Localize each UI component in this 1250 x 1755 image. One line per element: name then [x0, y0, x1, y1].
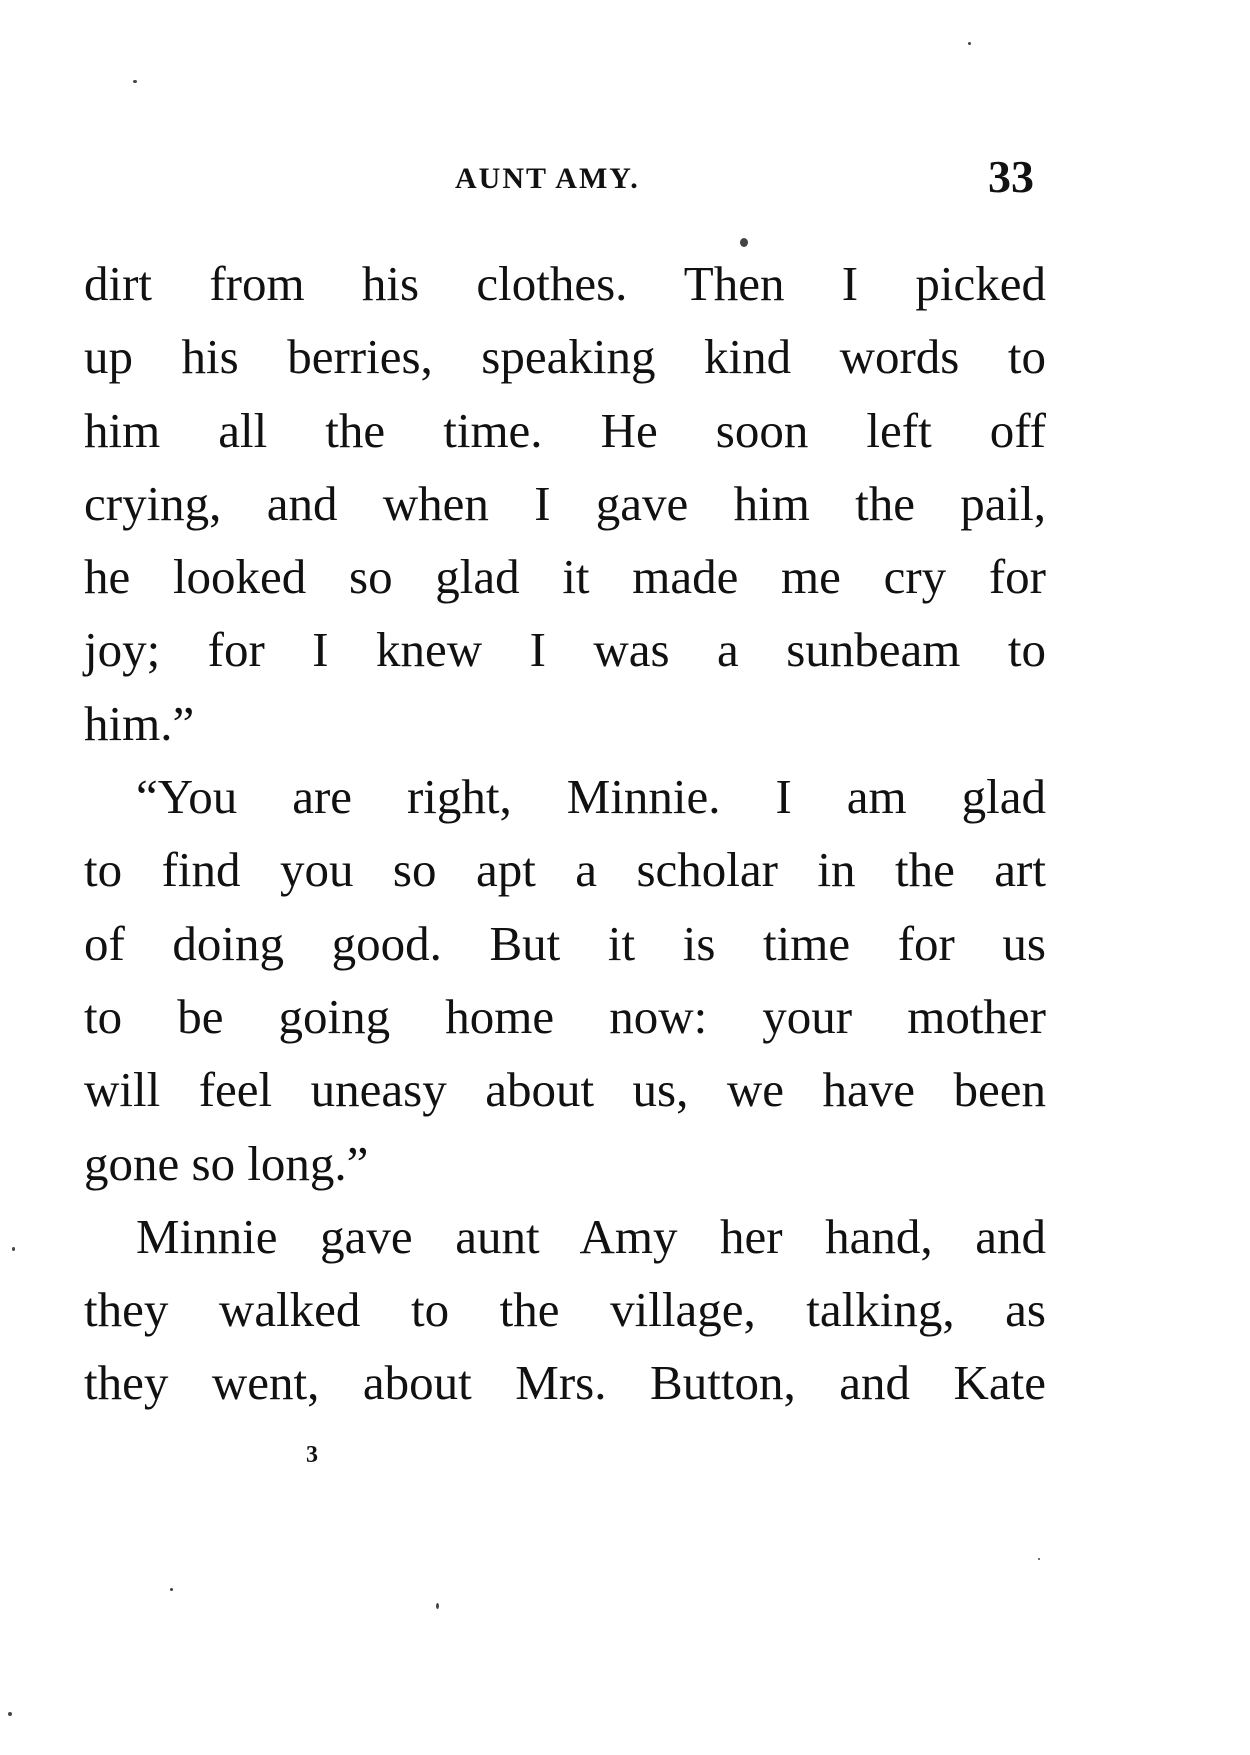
text-line: Minnie gave aunt Amy her hand, and	[136, 1208, 1046, 1264]
scan-speck	[8, 1712, 12, 1716]
text-line: they went, about Mrs. Button, and Kate	[84, 1355, 1046, 1411]
text-line: of doing good. But it is time for us	[84, 915, 1046, 971]
scan-speck	[133, 80, 137, 83]
text-line: dirt from his clothes. Then I picked	[84, 256, 1046, 311]
signature-mark: 3	[306, 1442, 318, 1468]
text-line: “You are right, Minnie. I am glad	[136, 769, 1046, 825]
running-title: AUNT AMY.	[455, 162, 640, 195]
scan-speck	[740, 238, 748, 247]
running-head	[0, 150, 1250, 210]
scan-speck	[170, 1588, 173, 1591]
text-line: up his berries, speaking kind words to	[84, 329, 1046, 385]
body-text	[84, 247, 1046, 1420]
text-line: joy; for I knew I was a sunbeam to	[84, 622, 1046, 678]
paragraph	[84, 760, 1046, 1200]
text-line: to be going home now: your mother	[84, 988, 1046, 1044]
paragraph	[84, 247, 1046, 760]
text-line: to find you so apt a scholar in the art	[84, 842, 1046, 898]
text-line: he looked so glad it made me cry for	[84, 549, 1046, 605]
paragraph	[84, 1200, 1046, 1420]
text-line: crying, and when I gave him the pail,	[84, 475, 1046, 531]
text-line: gone so long.”	[84, 1135, 369, 1191]
text-line: him all the time. He soon left off	[84, 402, 1046, 458]
text-line: him.”	[84, 695, 195, 751]
page-number: 33	[988, 151, 1034, 202]
scan-speck	[12, 1247, 15, 1251]
text-line: will feel uneasy about us, we have been	[84, 1062, 1046, 1118]
scan-speck	[968, 42, 971, 45]
scan-speck	[1038, 1558, 1040, 1560]
text-line: they walked to the village, talking, as	[84, 1282, 1046, 1338]
scan-speck	[436, 1603, 439, 1609]
